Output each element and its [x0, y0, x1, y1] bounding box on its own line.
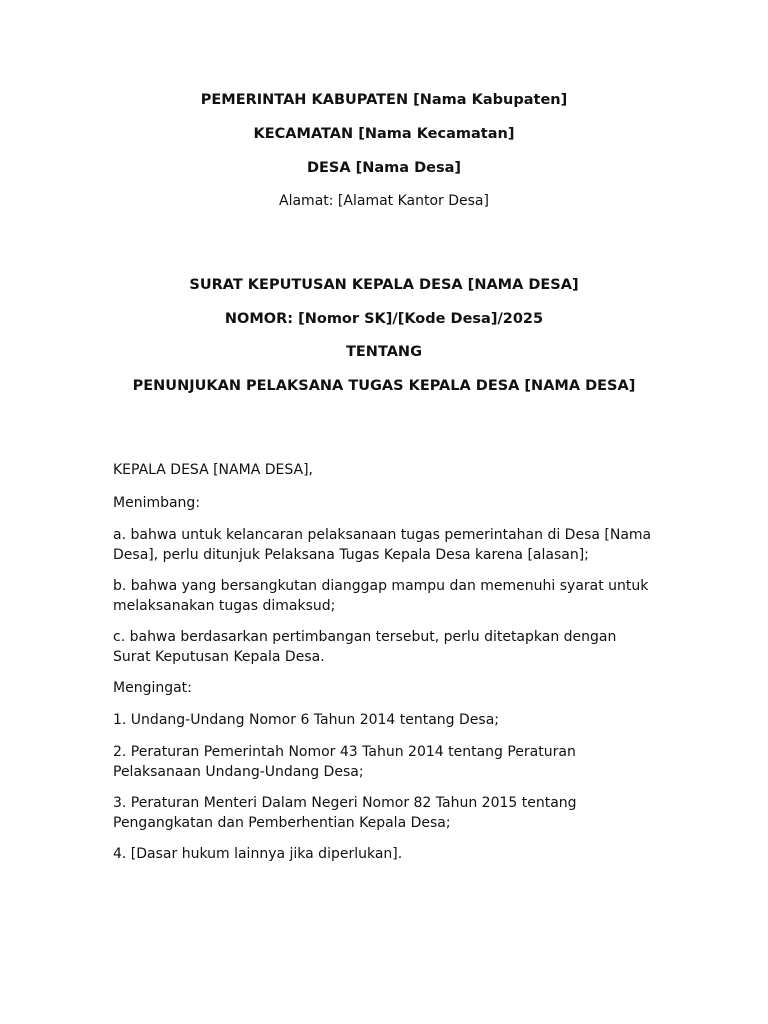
- menimbang-heading: Menimbang:: [113, 495, 201, 511]
- title-decree: SURAT KEPUTUSAN KEPALA DESA [NAMA DESA]: [189, 277, 579, 293]
- title-number: NOMOR: [Nomor SK]/[Kode Desa]/2025: [224, 311, 544, 327]
- opening-line: KEPALA DESA [NAMA DESA],: [113, 462, 313, 478]
- title-subject: PENUNJUKAN PELAKSANA TUGAS KEPALA DESA [NAMA DESA]: [132, 378, 636, 394]
- menimbang-item-c: c. bahwa berdasarkan pertimbangan tersebut, perlu ditetapkan dengan Surat Keputusan Kepala Desa.: [113, 629, 617, 665]
- title-tentang: TENTANG: [346, 344, 422, 360]
- header-kecamatan: KECAMATAN [Nama Kecamatan]: [253, 126, 515, 142]
- mengingat-heading: Mengingat:: [113, 680, 192, 696]
- header-government: PEMERINTAH KABUPATEN [Nama Kabupaten]: [200, 92, 568, 108]
- mengingat-item-4: 4. [Dasar hukum lainnya jika diperlukan].: [113, 846, 403, 862]
- menimbang-item-b: b. bahwa yang bersangkutan dianggap mampu dan memenuhi syarat untuk melaksanakan tugas dimaksud;: [113, 578, 649, 614]
- header-desa: DESA [Nama Desa]: [306, 160, 462, 176]
- menimbang-item-a: a. bahwa untuk kelancaran pelaksanaan tugas pemerintahan di Desa [Nama Desa], perlu ditunjuk Pelaksana Tugas Kepala Desa karena [alasan];: [113, 527, 652, 563]
- mengingat-item-1: 1. Undang-Undang Nomor 6 Tahun 2014 tentang Desa;: [113, 712, 500, 728]
- header-address: Alamat: [Alamat Kantor Desa]: [279, 193, 489, 209]
- mengingat-item-2: 2. Peraturan Pemerintah Nomor 43 Tahun 2014 tentang Peraturan Pelaksanaan Undang-Undang Desa;: [113, 744, 576, 780]
- mengingat-item-3: 3. Peraturan Menteri Dalam Negeri Nomor 82 Tahun 2015 tentang Pengangkatan dan Pemberhentian Kepala Desa;: [113, 795, 577, 831]
